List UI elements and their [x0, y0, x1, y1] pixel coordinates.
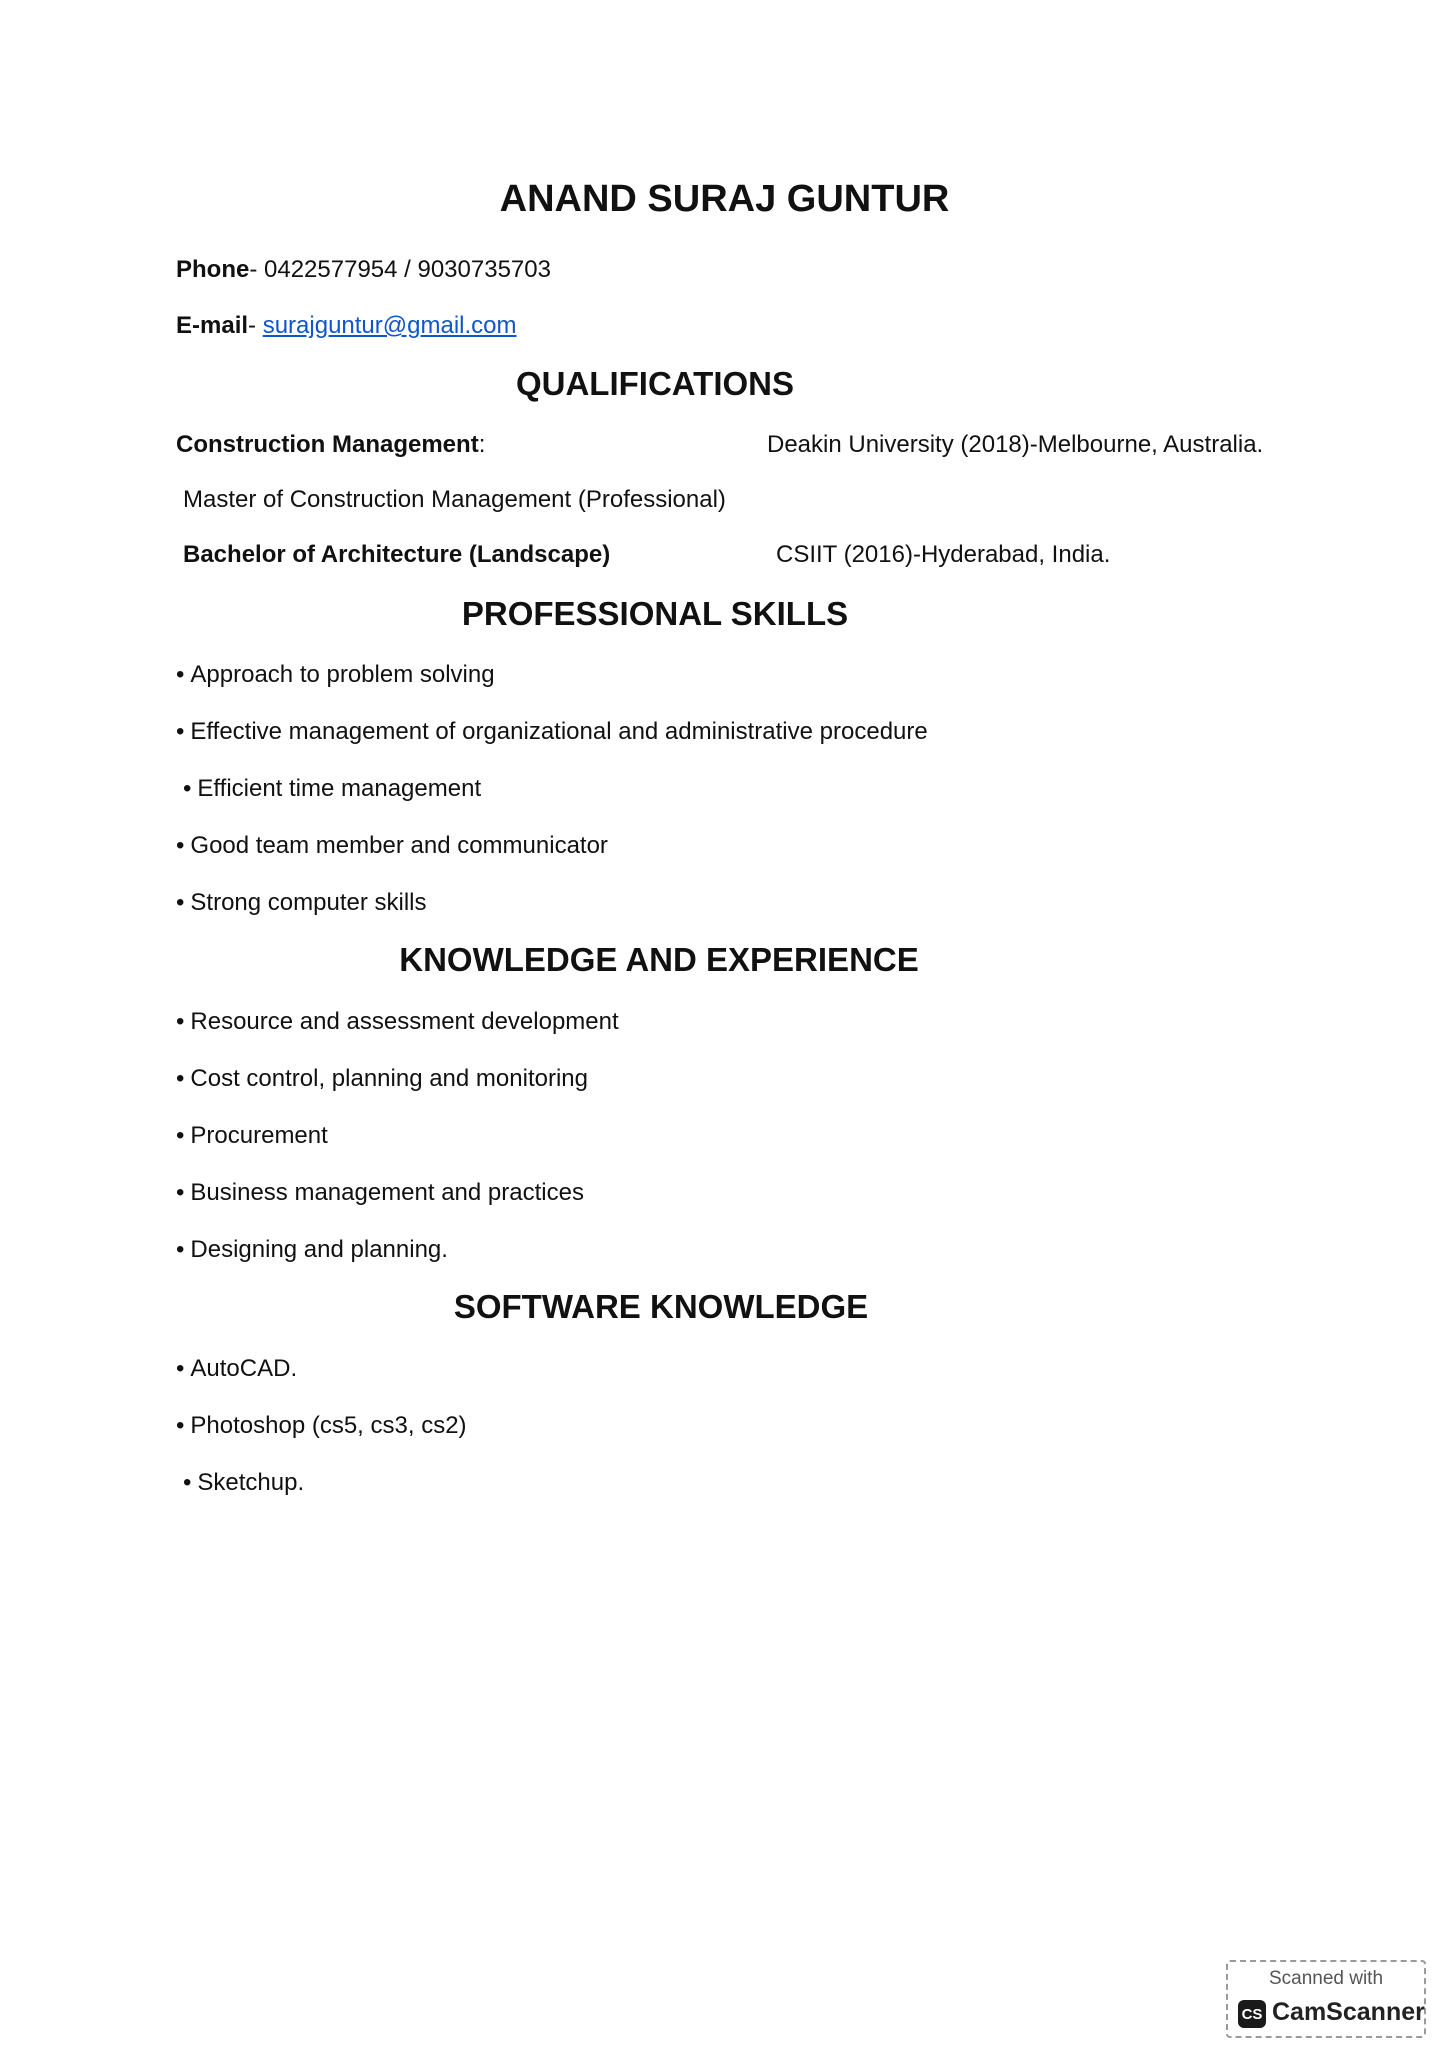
email-label: E-mail: [176, 312, 249, 339]
bullet-icon: •: [176, 1412, 185, 1439]
professional-skills-heading: PROFESSIONAL SKILLS: [461, 595, 849, 632]
skill-item: • Good team member and communicator: [176, 832, 608, 859]
bullet-icon: •: [176, 832, 185, 859]
bullet-icon: •: [176, 718, 185, 745]
cm-label: Construction Management: [176, 431, 479, 458]
qualifications-heading: QUALIFICATIONS: [515, 365, 795, 402]
bullet-icon: •: [183, 1469, 192, 1496]
email-line: [176, 312, 517, 340]
email-separator: -: [248, 312, 263, 339]
knowledge-heading: KNOWLEDGE AND EXPERIENCE: [399, 941, 919, 978]
bullet-icon: •: [176, 1008, 185, 1035]
bullet-icon: •: [176, 661, 185, 688]
knowledge-item: • Resource and assessment development: [176, 1008, 619, 1035]
cm-institution: Deakin University (2018)-Melbourne, Australia.: [767, 431, 1264, 458]
skill-item: • Approach to problem solving: [176, 661, 495, 688]
knowledge-item: • Designing and planning.: [176, 1236, 448, 1263]
software-item: • AutoCAD.: [176, 1355, 298, 1382]
software-item: • Photoshop (cs5, cs3, cs2): [176, 1412, 467, 1439]
bullet-icon: •: [183, 775, 192, 802]
ba-institution: CSIIT (2016)-Hyderabad, India.: [776, 541, 1111, 568]
phone-value: - 0422577954 / 9030735703: [249, 256, 551, 283]
knowledge-item: • Procurement: [176, 1122, 328, 1149]
watermark-caption: Scanned with: [1268, 1968, 1384, 1989]
bullet-icon: •: [176, 1065, 185, 1092]
cm-degree: Master of Construction Management (Professional): [183, 486, 726, 513]
watermark-brand: CamScanner: [1272, 1998, 1425, 2026]
ba-label: Bachelor of Architecture (Landscape): [183, 541, 611, 568]
resume-name: ANAND SURAJ GUNTUR: [499, 178, 950, 220]
software-item: • Sketchup.: [183, 1469, 305, 1496]
phone-label: Phone: [176, 256, 250, 283]
skill-item: • Effective management of organizational and administrative procedure: [176, 718, 928, 745]
bullet-icon: •: [176, 889, 185, 916]
bullet-icon: •: [176, 1179, 185, 1206]
cm-colon: :: [478, 431, 486, 458]
bullet-icon: •: [176, 1355, 185, 1382]
camscanner-watermark: [1226, 1960, 1426, 2038]
camscanner-logo-icon: CS: [1238, 2000, 1266, 2028]
software-heading: SOFTWARE KNOWLEDGE: [453, 1288, 869, 1325]
skill-item: • Strong computer skills: [176, 889, 427, 916]
cm-label-line: [176, 431, 485, 459]
email-link[interactable]: surajguntur@gmail.com: [262, 312, 517, 339]
skill-item: • Efficient time management: [183, 775, 482, 802]
bullet-icon: •: [176, 1122, 185, 1149]
knowledge-item: • Business management and practices: [176, 1179, 584, 1206]
bullet-icon: •: [176, 1236, 185, 1263]
knowledge-item: • Cost control, planning and monitoring: [176, 1065, 588, 1092]
phone-line: [176, 256, 551, 284]
